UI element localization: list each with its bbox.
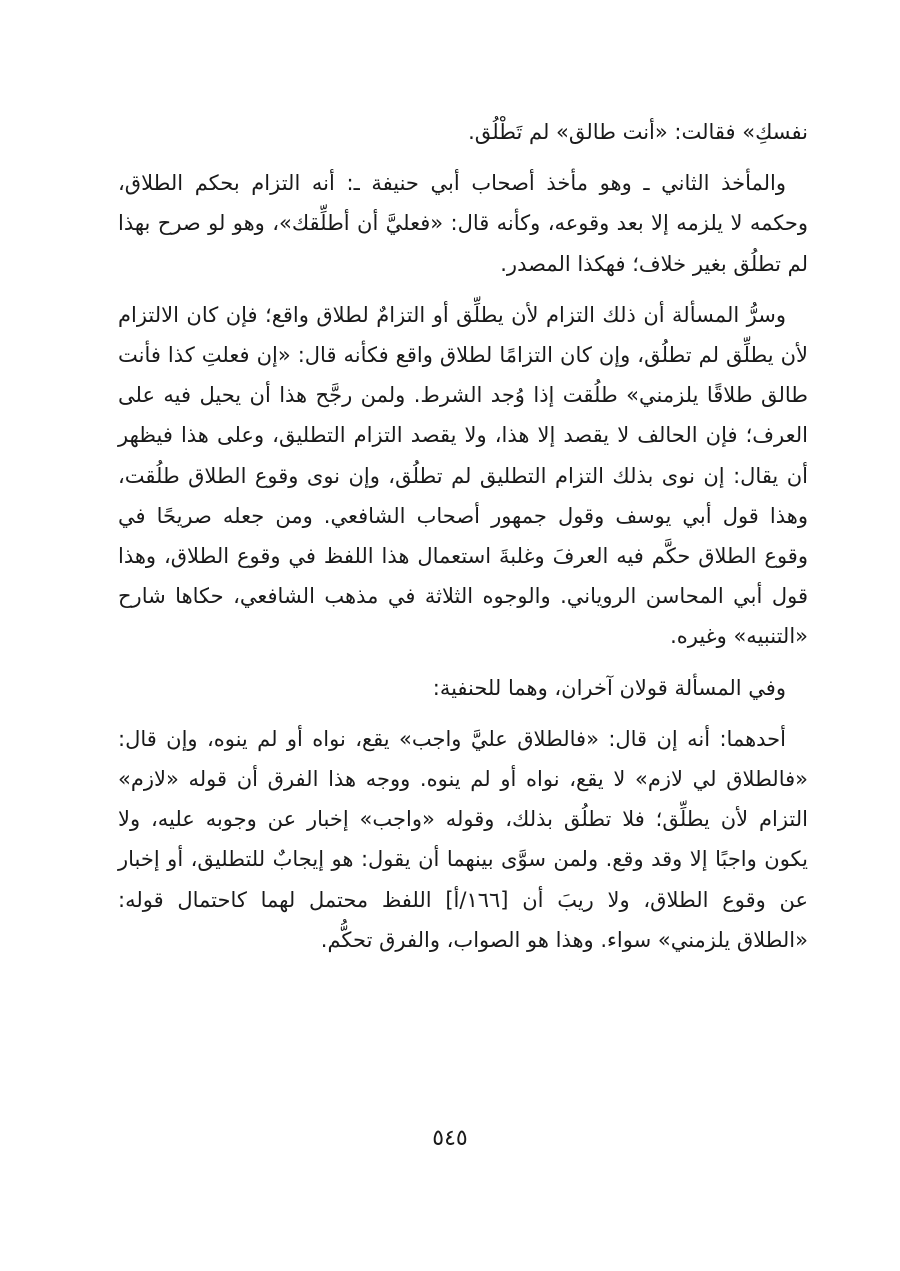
body-text: [118, 112, 808, 960]
paragraph-5: أحدهما: أنه إن قال: «فالطلاق عليَّ واجب» يقع، نواه أو لم ينوه، وإن قال: «فالطلاق لي لازم» لا يقع، نواه أو لم ينوه. ووجه هذا الفرق أن قوله «لازم» التزام لأن يطلِّق؛ فلا تطلُق بذلك، وقوله «واجب» إخبار عن وجوبه عليه، ولا يكون واجبًا إلا وقد وقع. ولمن سوَّى بينهما أن يقول: هو إيجابٌ للتطليق، أو إخبار عن وقوع الطلاق، ولا ريبَ أن [١٦٦/أ] اللفظ محتمل لهما كاحتمال قوله: «الطلاق يلزمني» سواء. وهذا هو الصواب، والفرق تحكُّم.: [118, 726, 808, 952]
paragraph-4: وفي المسألة قولان آخران، وهما للحنفية:: [432, 675, 786, 700]
paragraph-2: والمأخذ الثاني ـ وهو مأخذ أصحاب أبي حنيفة ـ: أنه التزام بحكم الطلاق، وحكمه لا يلزمه إلا بعد وقوعه، وكأنه قال: «فعليَّ أن أطلِّقك»، وهو لو صرح بهذا لم تطلُق بغير خلاف؛ فهكذا المصدر.: [118, 171, 808, 276]
paragraph-1: نفسكِ» فقالت: «أنت طالق» لم تَطْلُق.: [468, 120, 808, 144]
paragraph-3: وسرُّ المسألة أن ذلك التزام لأن يطلِّق أو التزامٌ لطلاق واقع؛ فإن كان الالتزام لأن يطلِّق لم تطلُق، وإن كان التزامًا لطلاق واقع فكأنه قال: «إن فعلتِ كذا فأنت طالق طلاقًا يلزمني» طلُقت إذا وُجد الشرط. ولمن رجَّح هذا أن يحيل فيه على العرف؛ فإن الحالف لا يقصد إلا هذا، ولا يقصد التزام التطليق، وعلى هذا فيظهر أن يقال: إن نوى بذلك التزام التطليق لم تطلُق، وإن نوى وقوع الطلاق طلُقت، وهذا قول أبي يوسف وقول جمهور أصحاب الشافعي. ومن جعله صريحًا في وقوع الطلاق حكَّم فيه العرفَ وغلبةَ استعمال هذا اللفظ في وقوع الطلاق، وهذا قول أبي المحاسن الروياني. والوجوه الثلاثة في مذهب الشافعي، حكاها شارح «التنبيه» وغيره.: [118, 302, 808, 649]
page-number: ٥٤٥: [432, 1126, 468, 1151]
